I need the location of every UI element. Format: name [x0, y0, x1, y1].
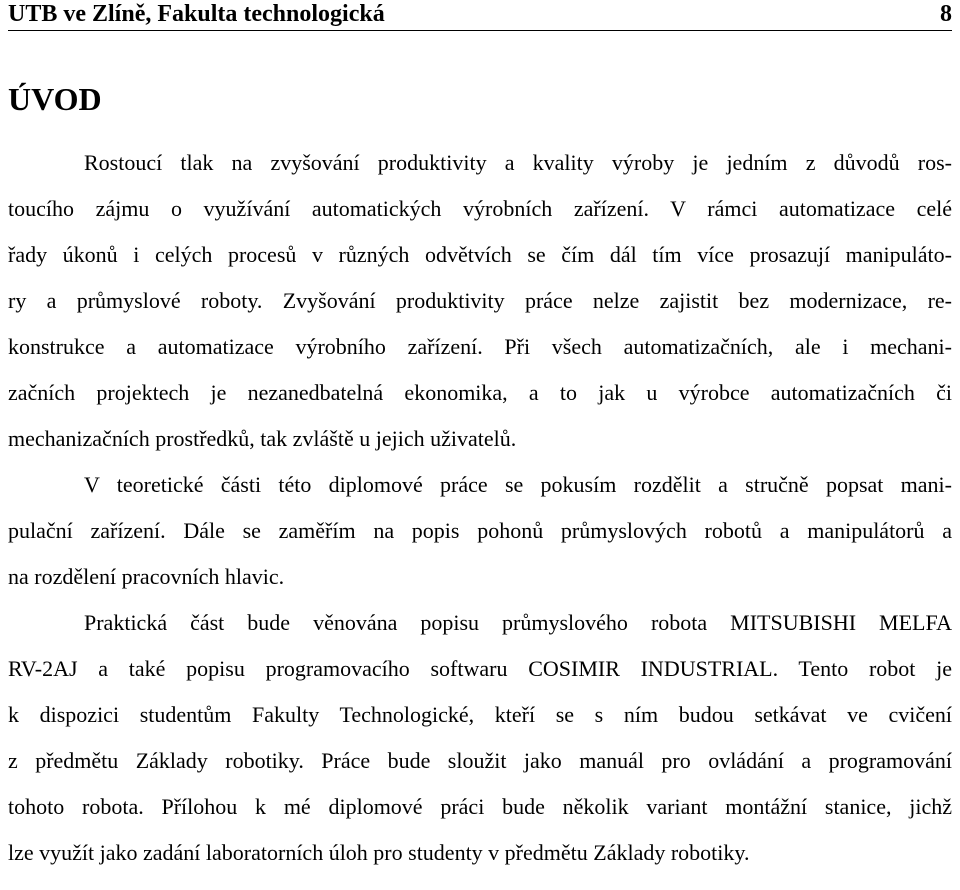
- text-line: RV-2AJ a také popisu programovacího softwaru COSIMIR INDUSTRIAL. Tento robot je: [8, 656, 952, 681]
- page-number: 8: [940, 1, 952, 27]
- paragraph-1: [8, 140, 952, 462]
- text-line: začních projektech je nezanedbatelná ekonomika, a to jak u výrobce automatizačních či: [8, 380, 952, 405]
- text-line: V teoretické části této diplomové práce se pokusím rozdělit a stručně popsat mani-: [84, 472, 952, 497]
- text-line: Rostoucí tlak na zvyšování produktivity a kvality výroby je jedním z důvodů ros-: [84, 150, 952, 175]
- text-line: toucího zájmu o využívání automatických výrobních zařízení. V rámci automatizace celé: [8, 196, 952, 221]
- text-line: mechanizačních prostředků, tak zvláště u jejich uživatelů.: [8, 426, 517, 451]
- page-header: [8, 0, 952, 31]
- paragraph-3: [8, 600, 952, 876]
- text-line: na rozdělení pracovních hlavic.: [8, 564, 285, 589]
- text-line: pulační zařízení. Dále se zaměřím na popis pohonů průmyslových robotů a manipulátorů a: [8, 518, 952, 543]
- text-line: konstrukce a automatizace výrobního zařízení. Při všech automatizačních, ale i mechani-: [8, 334, 952, 359]
- text-line: z předmětu Základy robotiky. Práce bude sloužit jako manuál pro ovládání a programování: [8, 748, 952, 773]
- text-line: ry a průmyslové roboty. Zvyšování produktivity práce nelze zajistit bez modernizace, re-: [8, 288, 952, 313]
- header-title: UTB ve Zlíně, Fakulta technologická: [8, 1, 385, 27]
- section-heading: ÚVOD: [8, 81, 102, 117]
- document-body: [8, 140, 952, 876]
- text-line: lze využít jako zadání laboratorních úloh pro studenty v předmětu Základy robotiky.: [8, 840, 750, 865]
- paragraph-2: [8, 462, 952, 600]
- text-line: k dispozici studentům Fakulty Technologické, kteří se s ním budou setkávat ve cvičení: [8, 702, 952, 727]
- text-line: řady úkonů i celých procesů v různých odvětvích se čím dál tím více prosazují manipuláto-: [8, 242, 952, 267]
- text-line: tohoto robota. Přílohou k mé diplomové práci bude několik variant montážní stanice, jichž: [8, 794, 952, 819]
- text-line: Praktická část bude věnována popisu průmyslového robota MITSUBISHI MELFA: [84, 610, 952, 635]
